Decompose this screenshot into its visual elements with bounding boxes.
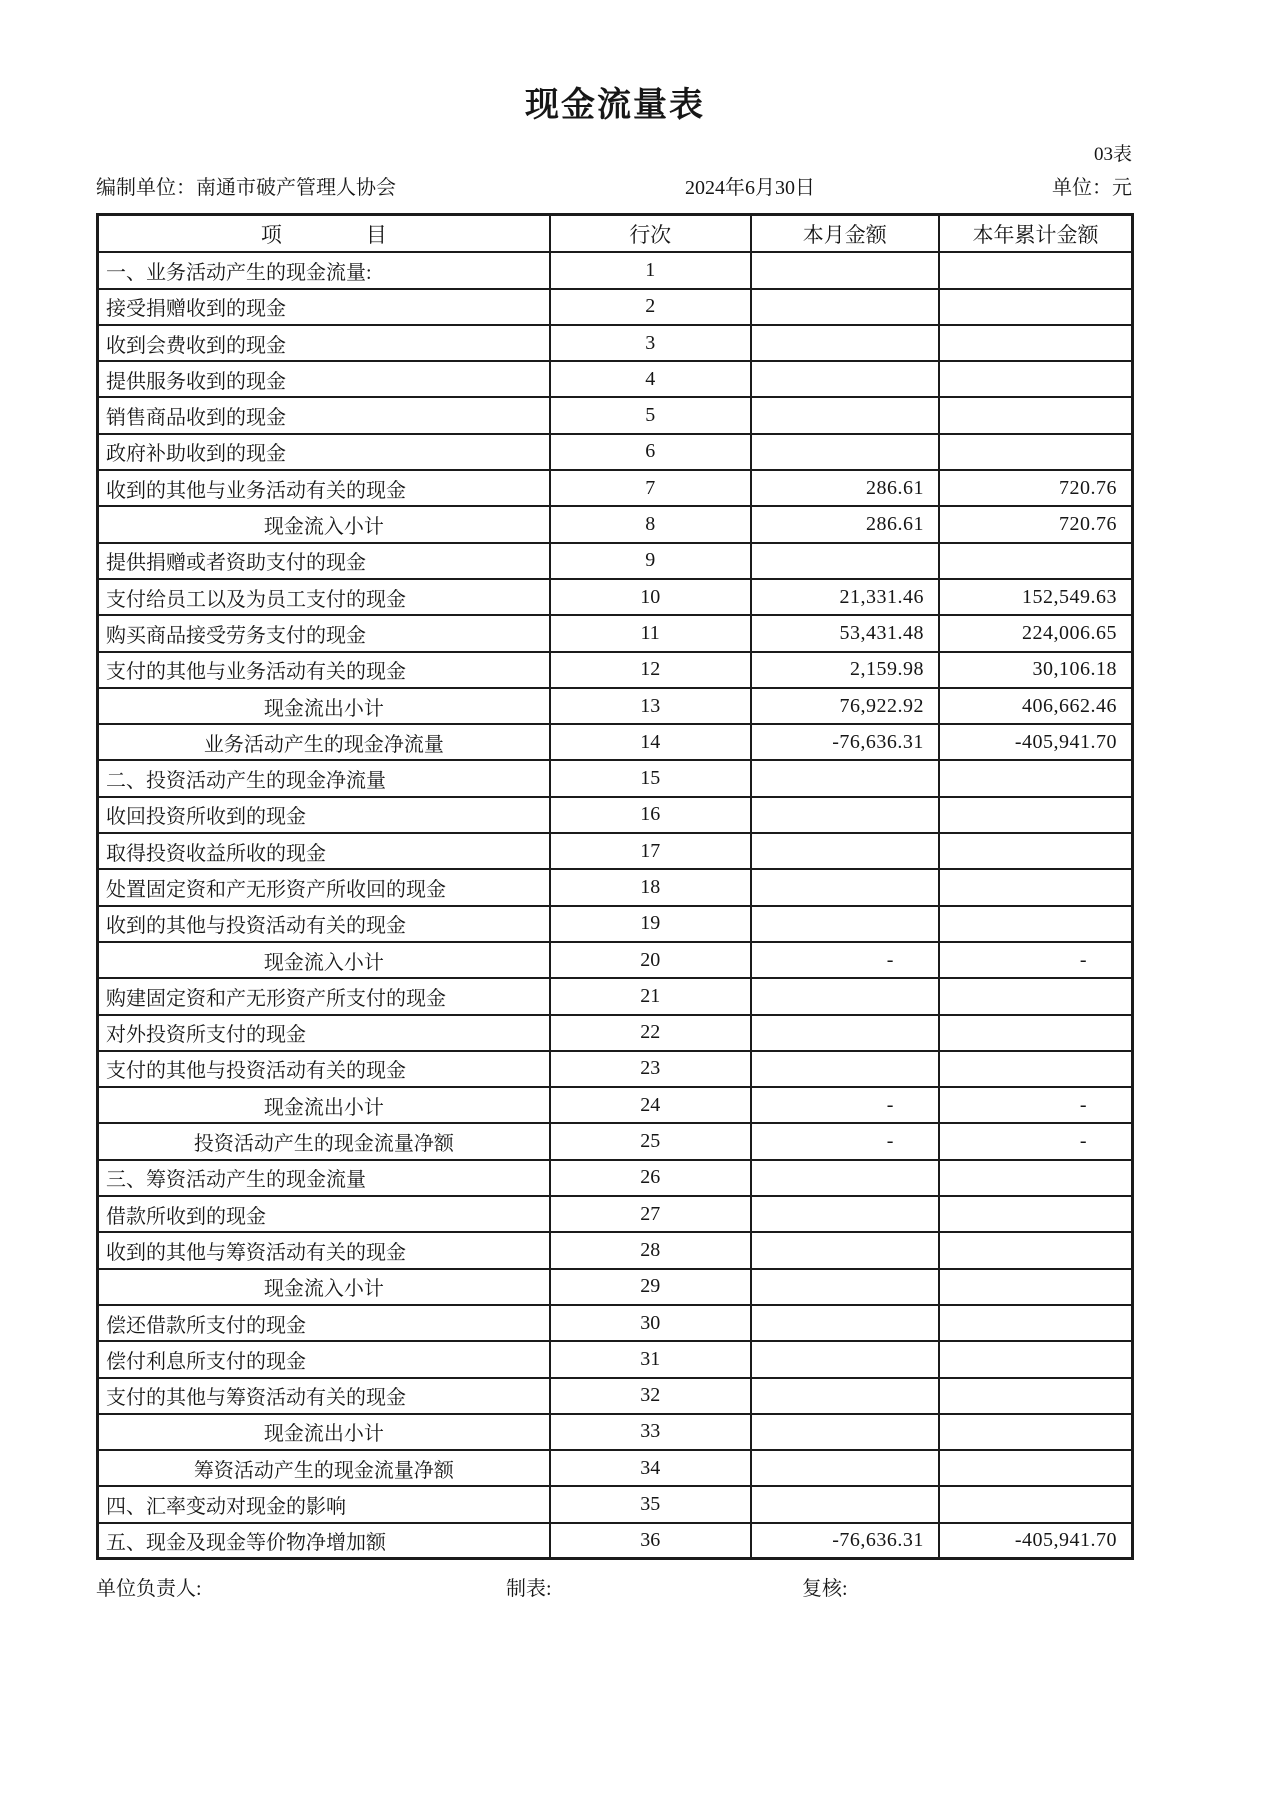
page-title: 现金流量表 [525,87,705,124]
line-number-cell: 27 [550,1196,751,1232]
table-row [98,1523,1133,1559]
month-amount-cell [751,1414,939,1450]
table-row [98,942,1133,978]
month-amount-cell: -76,636.31 [751,1523,939,1559]
item-cell: 对外投资所支付的现金 [98,1015,550,1051]
item-cell: 投资活动产生的现金流量净额 [98,1123,550,1159]
table-row [98,760,1133,796]
table-row [98,906,1133,942]
line-number-cell: 12 [550,652,751,688]
line-number-cell: 1 [550,252,751,288]
ytd-amount-cell: - [939,1087,1133,1123]
ytd-amount-cell: 152,549.63 [939,579,1133,615]
ytd-amount-cell [939,434,1133,470]
month-amount-cell: -76,636.31 [751,724,939,760]
table-row [98,978,1133,1014]
ytd-amount-cell [939,1450,1133,1486]
line-number-cell: 33 [550,1414,751,1450]
month-amount-cell: 286.61 [751,470,939,506]
item-cell: 现金流出小计 [98,1414,550,1450]
table-row [98,688,1133,724]
month-amount-cell [751,397,939,433]
line-number-cell: 8 [550,506,751,542]
header-line-number: 行次 [550,214,751,252]
ytd-amount-cell [939,325,1133,361]
ytd-amount-cell [939,869,1133,905]
item-cell: 现金流入小计 [98,506,550,542]
item-cell: 二、投资活动产生的现金净流量 [98,760,550,796]
table-row [98,1051,1133,1087]
ytd-amount-cell: - [939,942,1133,978]
item-cell: 支付的其他与业务活动有关的现金 [98,652,550,688]
line-number-cell: 24 [550,1087,751,1123]
table-row [98,615,1133,651]
form-number: 03表 [1093,143,1132,165]
month-amount-cell: 21,331.46 [751,579,939,615]
month-amount-cell [751,252,939,288]
cash-flow-table [96,213,1134,1561]
signature-row [96,1572,1134,1600]
item-cell: 现金流入小计 [98,1269,550,1305]
month-amount-cell [751,1196,939,1232]
line-number-cell: 17 [550,833,751,869]
line-number-cell: 13 [550,688,751,724]
line-number-cell: 21 [550,978,751,1014]
month-amount-cell [751,543,939,579]
item-cell: 收到的其他与投资活动有关的现金 [98,906,550,942]
line-number-cell: 6 [550,434,751,470]
table-row [98,470,1133,506]
item-cell: 销售商品收到的现金 [98,397,550,433]
line-number-cell: 15 [550,760,751,796]
line-number-cell: 20 [550,942,751,978]
ytd-amount-cell [939,1160,1133,1196]
table-row [98,252,1133,288]
month-amount-cell [751,833,939,869]
item-cell: 处置固定资和产无形资产所收回的现金 [98,869,550,905]
month-amount-cell [751,325,939,361]
month-amount-cell [751,434,939,470]
month-amount-cell: 76,922.92 [751,688,939,724]
line-number-cell: 3 [550,325,751,361]
line-number-cell: 23 [550,1051,751,1087]
line-number-cell: 31 [550,1341,751,1377]
ytd-amount-cell [939,906,1133,942]
month-amount-cell [751,760,939,796]
line-number-cell: 22 [550,1015,751,1051]
ytd-amount-cell [939,289,1133,325]
item-cell: 购建固定资和产无形资产所支付的现金 [98,978,550,1014]
month-amount-cell: - [751,1123,939,1159]
item-cell: 偿还借款所支付的现金 [98,1305,550,1341]
month-amount-cell [751,361,939,397]
month-amount-cell [751,1015,939,1051]
item-cell: 支付的其他与筹资活动有关的现金 [98,1378,550,1414]
line-number-cell: 30 [550,1305,751,1341]
table-row [98,1341,1133,1377]
prepared-by-label: 编制单位：南通市破产管理人协会 [96,176,396,199]
line-number-cell: 29 [550,1269,751,1305]
table-row [98,833,1133,869]
table-row [98,397,1133,433]
month-amount-cell [751,1341,939,1377]
currency-unit-label: 单位：元 [1052,176,1132,199]
ytd-amount-cell [939,833,1133,869]
ytd-amount-cell [939,1486,1133,1522]
table-row [98,1269,1133,1305]
table-row [98,289,1133,325]
table-row [98,506,1133,542]
ytd-amount-cell [939,361,1133,397]
table-row [98,1160,1133,1196]
report-info-row [96,175,1134,201]
month-amount-cell [751,1305,939,1341]
ytd-amount-cell [939,543,1133,579]
month-amount-cell [751,1269,939,1305]
line-number-cell: 5 [550,397,751,433]
table-row [98,869,1133,905]
ytd-amount-cell [939,1378,1133,1414]
table-row [98,1123,1133,1159]
item-cell: 购买商品接受劳务支付的现金 [98,615,550,651]
header-ytd-amount: 本年累计金额 [939,214,1133,252]
month-amount-cell [751,1232,939,1268]
item-cell: 收到会费收到的现金 [98,325,550,361]
item-cell: 一、业务活动产生的现金流量: [98,252,550,288]
table-row [98,434,1133,470]
table-row [98,797,1133,833]
month-amount-cell [751,1160,939,1196]
line-number-cell: 7 [550,470,751,506]
table-header [98,214,1133,252]
month-amount-cell: - [751,942,939,978]
ytd-amount-cell [939,978,1133,1014]
ytd-amount-cell [939,760,1133,796]
item-cell: 现金流入小计 [98,942,550,978]
ytd-amount-cell: 30,106.18 [939,652,1133,688]
header-row [98,214,1133,252]
item-cell: 五、现金及现金等价物净增加额 [98,1523,550,1559]
item-cell: 偿付利息所支付的现金 [98,1341,550,1377]
item-cell: 借款所收到的现金 [98,1196,550,1232]
month-amount-cell: 53,431.48 [751,615,939,651]
ytd-amount-cell: 720.76 [939,506,1133,542]
item-cell: 政府补助收到的现金 [98,434,550,470]
line-number-cell: 28 [550,1232,751,1268]
month-amount-cell: 2,159.98 [751,652,939,688]
ytd-amount-cell [939,1305,1133,1341]
table-row [98,1486,1133,1522]
item-cell: 接受捐赠收到的现金 [98,289,550,325]
header-item: 项 目 [98,214,550,252]
item-cell: 筹资活动产生的现金流量净额 [98,1450,550,1486]
line-number-cell: 11 [550,615,751,651]
line-number-cell: 25 [550,1123,751,1159]
month-amount-cell [751,289,939,325]
preparer-label: 制表: [506,1578,552,1601]
ytd-amount-cell: - [939,1123,1133,1159]
ytd-amount-cell [939,1269,1133,1305]
item-cell: 提供捐赠或者资助支付的现金 [98,543,550,579]
ytd-amount-cell [939,1196,1133,1232]
ytd-amount-cell [939,797,1133,833]
cash-flow-statement-sheet [96,0,1134,1600]
item-cell: 现金流出小计 [98,688,550,724]
item-cell: 支付给员工以及为员工支付的现金 [98,579,550,615]
table-row [98,1450,1133,1486]
ytd-amount-cell [939,397,1133,433]
table-row [98,361,1133,397]
item-cell: 三、筹资活动产生的现金流量 [98,1160,550,1196]
reviewer-label: 复核: [802,1578,848,1601]
table-row [98,1414,1133,1450]
line-number-cell: 4 [550,361,751,397]
ytd-amount-cell [939,1051,1133,1087]
ytd-amount-cell [939,1232,1133,1268]
table-row [98,1232,1133,1268]
month-amount-cell [751,797,939,833]
item-cell: 提供服务收到的现金 [98,361,550,397]
item-cell: 四、汇率变动对现金的影响 [98,1486,550,1522]
ytd-amount-cell [939,1341,1133,1377]
line-number-cell: 14 [550,724,751,760]
item-cell: 支付的其他与投资活动有关的现金 [98,1051,550,1087]
table-body [98,252,1133,1559]
month-amount-cell [751,1378,939,1414]
ytd-amount-cell [939,1414,1133,1450]
table-row [98,1015,1133,1051]
ytd-amount-cell: 406,662.46 [939,688,1133,724]
line-number-cell: 9 [550,543,751,579]
table-row [98,1378,1133,1414]
month-amount-cell: 286.61 [751,506,939,542]
table-row [98,543,1133,579]
line-number-cell: 32 [550,1378,751,1414]
line-number-cell: 10 [550,579,751,615]
month-amount-cell [751,978,939,1014]
line-number-cell: 36 [550,1523,751,1559]
item-cell: 现金流出小计 [98,1087,550,1123]
item-cell: 取得投资收益所收的现金 [98,833,550,869]
line-number-cell: 2 [550,289,751,325]
month-amount-cell [751,1051,939,1087]
line-number-cell: 16 [550,797,751,833]
month-amount-cell: - [751,1087,939,1123]
ytd-amount-cell: 224,006.65 [939,615,1133,651]
month-amount-cell [751,1486,939,1522]
report-date: 2024年6月30日 [685,176,815,199]
table-row [98,1196,1133,1232]
item-cell: 业务活动产生的现金净流量 [98,724,550,760]
table-row [98,724,1133,760]
month-amount-cell [751,869,939,905]
line-number-cell: 35 [550,1486,751,1522]
line-number-cell: 34 [550,1450,751,1486]
line-number-cell: 19 [550,906,751,942]
table-row [98,579,1133,615]
table-row [98,652,1133,688]
ytd-amount-cell: 720.76 [939,470,1133,506]
month-amount-cell [751,906,939,942]
table-row [98,1305,1133,1341]
item-cell: 收到的其他与业务活动有关的现金 [98,470,550,506]
table-row [98,1087,1133,1123]
ytd-amount-cell [939,1015,1133,1051]
responsible-person-label: 单位负责人: [96,1578,202,1601]
table-row [98,325,1133,361]
ytd-amount-cell: -405,941.70 [939,1523,1133,1559]
ytd-amount-cell: -405,941.70 [939,724,1133,760]
month-amount-cell [751,1450,939,1486]
item-cell: 收回投资所收到的现金 [98,797,550,833]
line-number-cell: 18 [550,869,751,905]
item-cell: 收到的其他与筹资活动有关的现金 [98,1232,550,1268]
line-number-cell: 26 [550,1160,751,1196]
header-month-amount: 本月金额 [751,214,939,252]
ytd-amount-cell [939,252,1133,288]
